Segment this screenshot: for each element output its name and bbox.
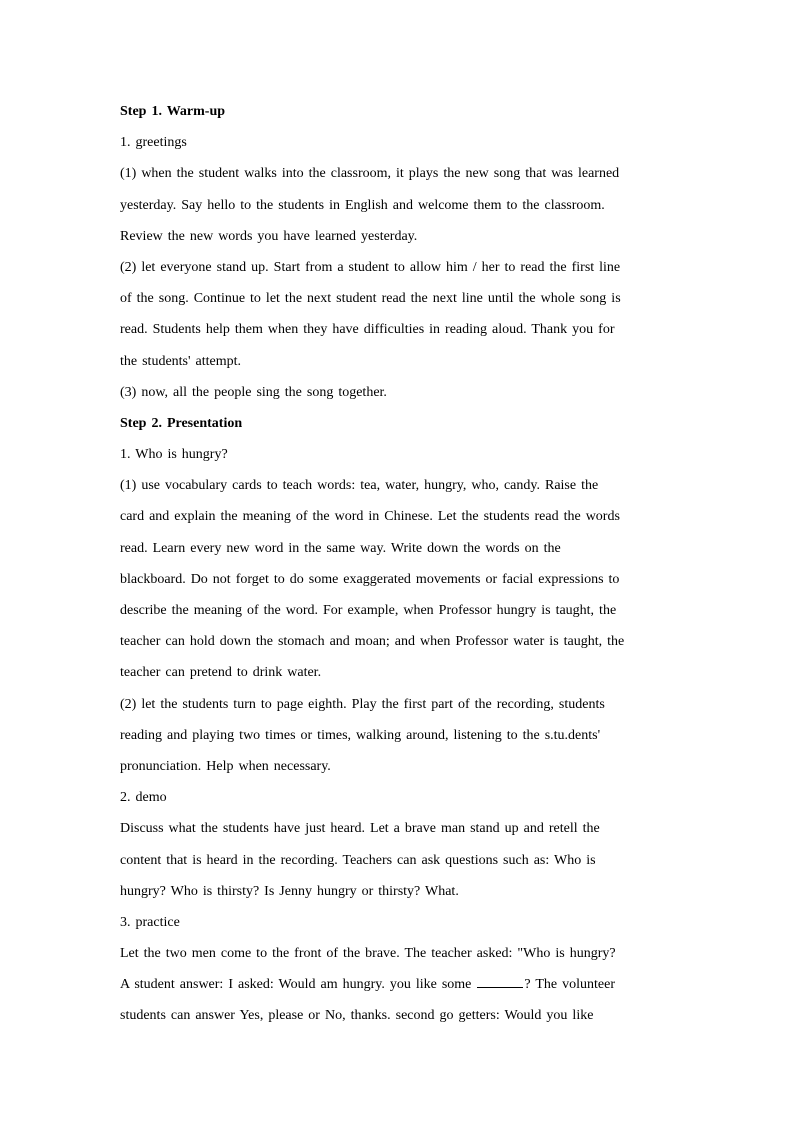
- paragraph-line: (2) let the students turn to page eighth. Play the first part of the recording, students: [120, 696, 605, 712]
- paragraph-line: teacher can hold down the stomach and moan; and when Professor water is taught, the: [120, 634, 625, 650]
- paragraph-line: hungry? Who is thirsty? Is Jenny hungry or thirsty? What.: [120, 883, 459, 899]
- paragraph-line: (2) let everyone stand up. Start from a student to allow him / her to read the first line: [120, 259, 621, 275]
- paragraph-line: card and explain the meaning of the word in Chinese. Let the students read the words: [120, 509, 620, 525]
- paragraph-line: (3) now, all the people sing the song together.: [120, 384, 387, 400]
- paragraph-line: read. Students help them when they have difficulties in reading aloud. Thank you for: [120, 322, 615, 338]
- paragraph-line: describe the meaning of the word. For example, when Professor hungry is taught, the: [120, 603, 617, 618]
- subheading: 1. Who is hungry?: [120, 447, 228, 463]
- paragraph-line: Review the new words you have learned yesterday.: [120, 228, 418, 244]
- text-before-blank: A student answer: I asked: Would am hungry. you like some: [120, 977, 472, 993]
- text-after-blank: ? The volunteer: [524, 977, 615, 993]
- section-heading: Step 1. Warm-up: [120, 104, 226, 119]
- paragraph-line: (1) when the student walks into the classroom, it plays the new song that was learned: [120, 166, 620, 182]
- paragraph-line: blackboard. Do not forget to do some exaggerated movements or facial expressions to: [120, 571, 620, 587]
- paragraph-line: pronunciation. Help when necessary.: [120, 758, 331, 774]
- paragraph-line: (1) use vocabulary cards to teach words: tea, water, hungry, who, candy. Raise the: [120, 478, 599, 494]
- paragraph-line: of the song. Continue to let the next student read the next line until the whole song is: [120, 291, 621, 307]
- paragraph-line: content that is heard in the recording. Teachers can ask questions such as: Who is: [120, 852, 596, 868]
- paragraph-line: read. Learn every new word in the same way. Write down the words on the: [120, 540, 561, 556]
- section-heading: Step 2. Presentation: [120, 415, 243, 431]
- paragraph-line: students can answer Yes, please or No, thanks. second go getters: Would you like: [120, 1008, 594, 1024]
- subheading: 2. demo: [120, 790, 167, 806]
- paragraph-line: teacher can pretend to drink water.: [120, 665, 322, 681]
- paragraph-line-with-blank: [120, 974, 680, 1005]
- paragraph-line: the students' attempt.: [120, 353, 242, 369]
- paragraph-line: yesterday. Say hello to the students in English and welcome them to the classroom.: [120, 197, 605, 213]
- paragraph-line: Let the two men come to the front of the brave. The teacher asked: "Who is hungry?: [120, 946, 616, 962]
- paragraph-line: reading and playing two times or times, walking around, listening to the s.tu.dents': [120, 727, 601, 743]
- subheading: 1. greetings: [120, 135, 187, 151]
- fill-in-blank: [477, 975, 523, 988]
- subheading: 3. practice: [120, 914, 180, 930]
- document-page: [120, 101, 680, 1037]
- paragraph-line: Discuss what the students have just heard. Let a brave man stand up and retell the: [120, 821, 600, 837]
